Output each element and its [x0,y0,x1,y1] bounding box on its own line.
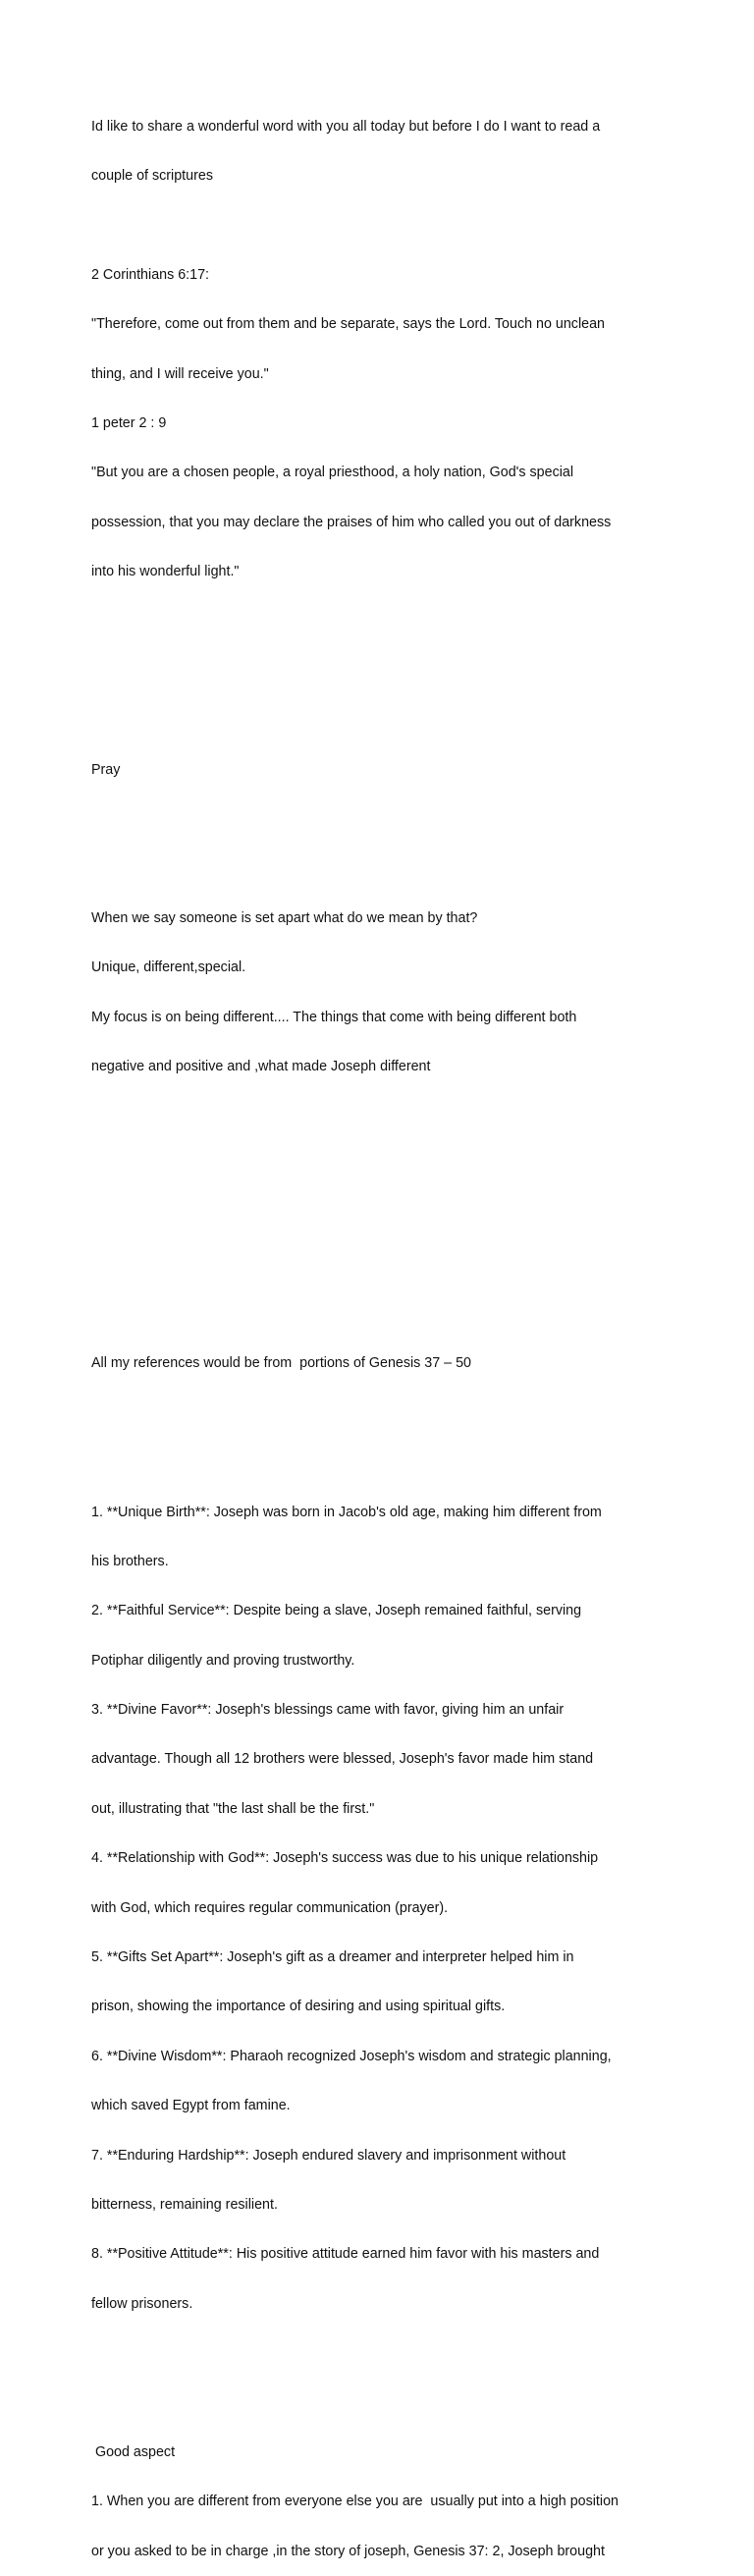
point-line: 6. **Divine Wisdom**: Pharaoh recognized Joseph's wisdom and strategic planning, [91,2048,612,2064]
scripture-reference: 2 Corinthians 6:17: [91,266,210,283]
point-line: advantage. Though all 12 brothers were blessed, Joseph's favor made him stand [91,1751,594,1768]
blank-line [91,811,671,828]
blank-line [91,712,671,729]
scripture-text: possession, that you may declare the praises of him who called you out of darkness [91,514,612,530]
point-line: 4. **Relationship with God**: Joseph's success was due to his unique relationship [91,1850,599,1867]
set-apart-line: Unique, different,special. [91,959,246,976]
blank-line [91,217,671,234]
scripture-text: "But you are a chosen people, a royal priesthood, a holy nation, God's special [91,465,574,481]
pray-heading: Pray [91,761,121,778]
blank-line [91,614,671,630]
blank-line [91,1306,671,1323]
point-line: prison, showing the importance of desiring and using spiritual gifts. [91,1999,506,2015]
references-line: All my references would be from portions of Genesis 37 – 50 [91,1355,472,1372]
blank-line [91,1257,671,1274]
set-apart-line: When we say someone is set apart what do we mean by that? [91,909,478,926]
set-apart-line: negative and positive and ,what made Joseph different [91,1059,431,1075]
blank-line [91,1158,671,1175]
point-line: 5. **Gifts Set Apart**: Joseph's gift as a dreamer and interpreter helped him in [91,1949,574,1966]
intro-line: couple of scriptures [91,167,213,184]
point-line: 2. **Faithful Service**: Despite being a slave, Joseph remained faithful, serving [91,1603,582,1619]
blank-line [91,1207,671,1224]
blank-line [91,860,671,877]
blank-line [91,2345,671,2362]
point-line: Potiphar diligently and proving trustworthy. [91,1652,355,1669]
blank-line [91,2395,671,2412]
document-page [91,85,671,2576]
point-line: fellow prisoners. [91,2295,193,2312]
scripture-text: thing, and I will receive you." [91,365,269,382]
point-line: which saved Egypt from famine. [91,2098,291,2114]
blank-line [91,663,671,680]
scripture-text: into his wonderful light." [91,564,240,580]
scripture-reference: 1 peter 2 : 9 [91,414,167,431]
point-line: 8. **Positive Attitude**: His positive attitude earned him favor with his masters and [91,2246,600,2263]
point-line: his brothers. [91,1553,169,1569]
blank-line [91,1454,671,1471]
good-aspect-line: or you asked to be in charge ,in the story of joseph, Genesis 37: 2, Joseph brought [91,2543,605,2559]
point-line: out, illustrating that "the last shall be the first." [91,1800,375,1817]
scripture-text: "Therefore, come out from them and be separate, says the Lord. Touch no unclean [91,316,605,333]
good-aspect-heading: Good aspect [91,2443,176,2460]
good-aspect-line: 1. When you are different from everyone else you are usually put into a high position [91,2494,619,2510]
point-line: 7. **Enduring Hardship**: Joseph endured slavery and imprisonment without [91,2147,566,2164]
set-apart-line: My focus is on being different.... The things that come with being different both [91,1009,577,1025]
blank-line [91,1108,671,1124]
point-line: 3. **Divine Favor**: Joseph's blessings came with favor, giving him an unfair [91,1702,565,1719]
point-line: 1. **Unique Birth**: Joseph was born in Jacob's old age, making him different from [91,1504,602,1520]
point-line: bitterness, remaining resilient. [91,2197,278,2213]
blank-line [91,1405,671,1422]
point-line: with God, which requires regular communication (prayer). [91,1899,449,1916]
intro-line: Id like to share a wonderful word with you all today but before I do I want to read a [91,118,601,135]
